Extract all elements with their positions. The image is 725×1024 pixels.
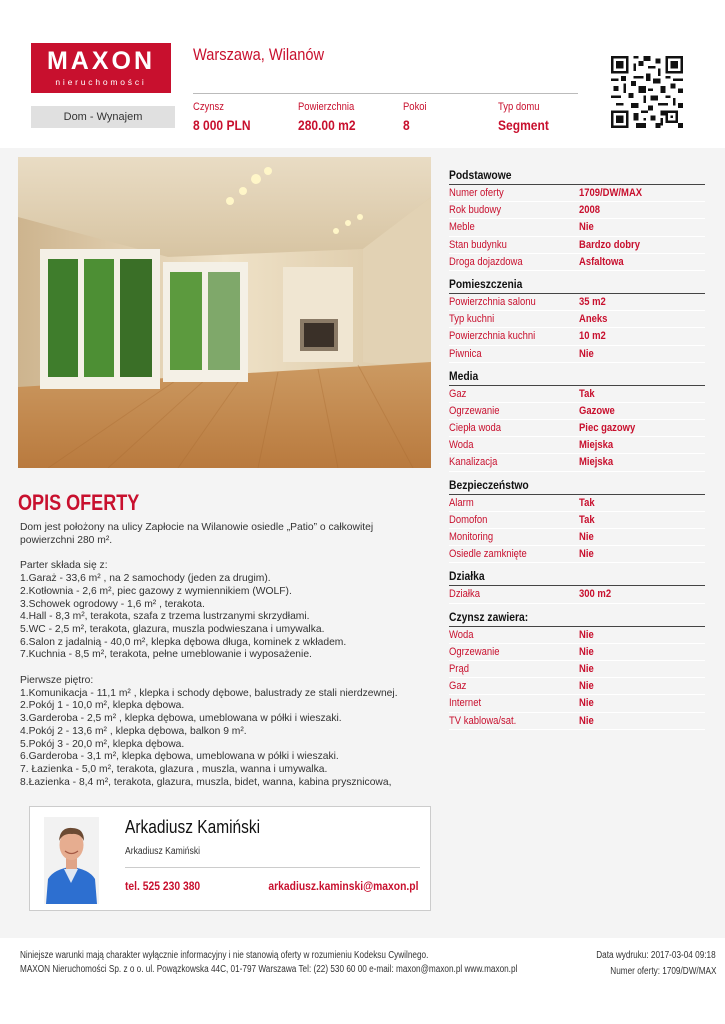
- detail-row: [449, 420, 705, 437]
- agent-name: Arkadiusz Kamiński: [125, 817, 261, 837]
- detail-value: 300 m2: [579, 588, 612, 601]
- description-title: OPIS OFERTY: [18, 490, 140, 515]
- fact-value: Segment: [498, 117, 549, 133]
- list-item: 4.Pokój 2 - 13,6 m² , klepka dębowa, balkon 9 m².: [20, 725, 247, 737]
- list-item: 6.Garderoba - 3,1 m², klepka dębowa, umeblowana w półki i wieszaki.: [20, 751, 339, 763]
- detail-row: [449, 661, 705, 678]
- details-section: [449, 277, 705, 363]
- detail-row: [449, 695, 705, 712]
- detail-label: Rok budowy: [449, 204, 502, 217]
- description-intro: Dom jest położony na ulicy Zapłocie na Wilanowie osiedle „Patio” o całkowitej powierzchni 280 m².: [20, 522, 374, 546]
- detail-label: Monitoring: [449, 531, 494, 543]
- detail-value: Nie: [579, 531, 594, 543]
- detail-label: Ogrzewanie: [449, 404, 500, 417]
- description-body: [20, 522, 430, 789]
- detail-row: [449, 586, 705, 603]
- detail-label: Numer oferty: [449, 187, 504, 199]
- detail-label: TV kablowa/sat.: [449, 714, 517, 727]
- fact-label: Czynsz: [193, 101, 225, 113]
- detail-value: Nie: [579, 680, 594, 693]
- detail-value: 2008: [579, 204, 601, 217]
- detail-row: [449, 437, 705, 454]
- detail-row: [449, 328, 705, 345]
- footer-company: MAXON Nieruchomości Sp. z o o. ul. Powązkowska 44C, 01-797 Warszawa Tel: (22) 530 60 00 e-mail: maxon@maxon.pl www.maxon.pl: [20, 964, 518, 975]
- section-title-text: Pomieszczenia: [449, 276, 523, 291]
- agent-card: [29, 806, 431, 911]
- detail-row: [449, 627, 705, 644]
- detail-label: Woda: [449, 439, 474, 452]
- detail-label: Powierzchnia salonu: [449, 295, 536, 308]
- section-title: [449, 569, 705, 586]
- detail-row: [449, 529, 705, 546]
- list-item: 1.Komunikacja - 11,1 m² , klepka i schody dębowe, balustrady ze stali nierdzewnej.: [20, 687, 398, 699]
- section-title: [449, 369, 705, 386]
- detail-value: Bardzo dobry: [579, 238, 640, 251]
- detail-value: Tak: [579, 387, 595, 400]
- fact-area: [298, 101, 365, 133]
- detail-value: Tak: [579, 513, 595, 526]
- detail-value: Asfaltowa: [579, 255, 624, 268]
- detail-label: Stan budynku: [449, 238, 507, 251]
- section-title-text: Czynsz zawiera:: [449, 609, 529, 624]
- details-panel: [449, 168, 705, 736]
- detail-value: Nie: [579, 548, 594, 561]
- detail-row: [449, 185, 705, 202]
- logo-brand: MAXON: [46, 47, 156, 75]
- fact-value: 8 000 PLN: [193, 117, 251, 133]
- detail-row: [449, 202, 705, 219]
- footer-print-date: Data wydruku: 2017-03-04 09:18: [596, 950, 716, 961]
- detail-label: Osiedle zamknięte: [449, 548, 527, 561]
- header: [0, 0, 725, 148]
- details-section: [449, 478, 705, 564]
- detail-value: 1709/DW/MAX: [579, 187, 643, 199]
- detail-value: Nie: [579, 714, 594, 727]
- footer-offer-number: Numer oferty: 1709/DW/MAX: [609, 966, 716, 977]
- location-title: Warszawa, Wilanów: [193, 45, 325, 64]
- list-item: 2.Kotłownia - 2,6 m², piec gazowy z wymiennikiem (WOLF).: [20, 585, 292, 597]
- ground-floor-heading: Parter składa się z:: [20, 560, 108, 572]
- details-section: [449, 610, 705, 730]
- detail-row: [449, 386, 705, 403]
- detail-row: [449, 237, 705, 254]
- fact-rooms: [403, 101, 431, 133]
- detail-label: Alarm: [449, 496, 474, 509]
- detail-label: Ciepła woda: [449, 422, 502, 435]
- section-title-text: Podstawowe: [449, 168, 512, 182]
- detail-label: Powierzchnia kuchni: [449, 330, 536, 343]
- fact-house-type: [498, 101, 557, 133]
- list-item: 3.Schowek ogrodowy - 1,6 m² , terakota.: [20, 598, 205, 610]
- detail-row: [449, 678, 705, 695]
- list-item: 5.Pokój 3 - 20,0 m², klepka dębowa.: [20, 738, 185, 750]
- detail-label: Ogrzewanie: [449, 645, 500, 658]
- detail-label: Meble: [449, 221, 475, 234]
- section-title-text: Działka: [449, 569, 485, 584]
- first-floor-block: [20, 675, 430, 789]
- detail-value: Nie: [579, 347, 594, 360]
- fact-label: Typ domu: [498, 101, 540, 113]
- detail-value: Nie: [579, 645, 594, 658]
- detail-row: [449, 219, 705, 236]
- agent-subtitle: Arkadiusz Kamiński: [125, 846, 201, 857]
- detail-label: Typ kuchni: [449, 313, 495, 326]
- list-item: 3.Garderoba - 2,5 m² , klepka dębowa, umeblowana w półki i wieszaki.: [20, 713, 342, 725]
- detail-value: 35 m2: [579, 295, 606, 308]
- detail-label: Domofon: [449, 513, 488, 526]
- section-title: [449, 610, 705, 627]
- agent-email-link[interactable]: arkadiusz.kaminski@maxon.pl: [267, 879, 418, 893]
- detail-row: [449, 495, 705, 512]
- list-item: 4.Hall - 8,3 m², terakota, szafa z trzema lustrzanymi skrzydłami.: [20, 611, 310, 623]
- agent-divider: [125, 867, 420, 868]
- detail-value: Aneks: [579, 313, 608, 326]
- detail-value: Nie: [579, 628, 594, 641]
- section-title-text: Bezpieczeństwo: [449, 477, 529, 492]
- detail-row: [449, 454, 705, 471]
- fact-label: Powierzchnia: [298, 101, 355, 113]
- list-item: 1.Garaż - 33,6 m² , na 2 samochody (jeden za drugim).: [20, 573, 271, 585]
- list-item: 5.WC - 2,5 m², terakota, glazura, muszla podwieszana i umywalka.: [20, 623, 325, 635]
- detail-value: Nie: [579, 697, 594, 710]
- detail-value: Gazowe: [579, 404, 615, 417]
- section-title: [449, 277, 705, 294]
- list-item: 2.Pokój 1 - 10,0 m², klepka dębowa.: [20, 700, 185, 712]
- detail-row: [449, 403, 705, 420]
- footer: [0, 938, 725, 1024]
- detail-value: 10 m2: [579, 330, 606, 343]
- detail-label: Prąd: [449, 662, 469, 675]
- property-photo[interactable]: [18, 157, 431, 468]
- details-section: [449, 569, 705, 603]
- agent-photo: [44, 817, 99, 904]
- detail-value: Piec gazowy: [579, 422, 636, 435]
- header-divider: [193, 93, 578, 94]
- logo-tagline: nieruchomości: [55, 77, 147, 87]
- detail-value: Tak: [579, 496, 595, 509]
- list-item: 6.Salon z jadalnią - 40,0 m², klepka dębowa długa, kominek z wkładem.: [20, 636, 347, 648]
- section-title: [449, 478, 705, 495]
- detail-row: [449, 294, 705, 311]
- agent-phone-link[interactable]: tel. 525 230 380: [125, 879, 201, 893]
- list-item: 7.Kuchnia - 8,5 m², terakota, pełne umeblowanie i wyposażenie.: [20, 649, 312, 661]
- detail-row: [449, 546, 705, 563]
- detail-value: Miejska: [579, 456, 614, 469]
- maxon-logo[interactable]: [31, 43, 171, 93]
- fact-value: 280.00 m2: [298, 117, 356, 133]
- detail-row: [449, 346, 705, 363]
- detail-label: Działka: [449, 588, 481, 601]
- detail-value: Nie: [579, 221, 594, 234]
- detail-label: Gaz: [449, 680, 467, 693]
- detail-label: Internet: [449, 697, 482, 710]
- qr-code-icon[interactable]: [611, 56, 683, 128]
- detail-value: Nie: [579, 662, 594, 675]
- detail-label: Woda: [449, 628, 474, 641]
- section-title-text: Media: [449, 368, 479, 383]
- footer-disclaimer: Niniejsze warunki mają charakter wyłącznie informacyjny i nie stanowią oferty w rozumieniu Kodeksu Cywilnego.: [20, 950, 429, 961]
- first-floor-heading: Pierwsze piętro:: [20, 675, 94, 687]
- detail-row: [449, 311, 705, 328]
- detail-label: Droga dojazdowa: [449, 255, 523, 268]
- fact-rent: [193, 101, 260, 133]
- detail-row: [449, 644, 705, 661]
- detail-row: [449, 713, 705, 730]
- section-title: [449, 168, 705, 185]
- detail-row: [449, 254, 705, 271]
- detail-label: Gaz: [449, 387, 467, 400]
- detail-value: Miejska: [579, 439, 614, 452]
- category-badge: Dom - Wynajem: [31, 106, 175, 128]
- ground-floor-block: [20, 560, 430, 662]
- list-item: 8.Łazienka - 8,4 m², terakota, glazura, muszla, bidet, wanna, kabina prysznicowa,: [20, 776, 392, 788]
- list-item: 7. Łazienka - 5,0 m², terakota, glazura , muszla, wanna i umywalka.: [20, 763, 328, 775]
- fact-value: 8: [403, 117, 410, 133]
- detail-label: Piwnica: [449, 347, 482, 360]
- detail-label: Kanalizacja: [449, 456, 498, 469]
- detail-row: [449, 512, 705, 529]
- fact-label: Pokoi: [403, 101, 427, 113]
- details-section: [449, 168, 705, 271]
- details-section: [449, 369, 705, 472]
